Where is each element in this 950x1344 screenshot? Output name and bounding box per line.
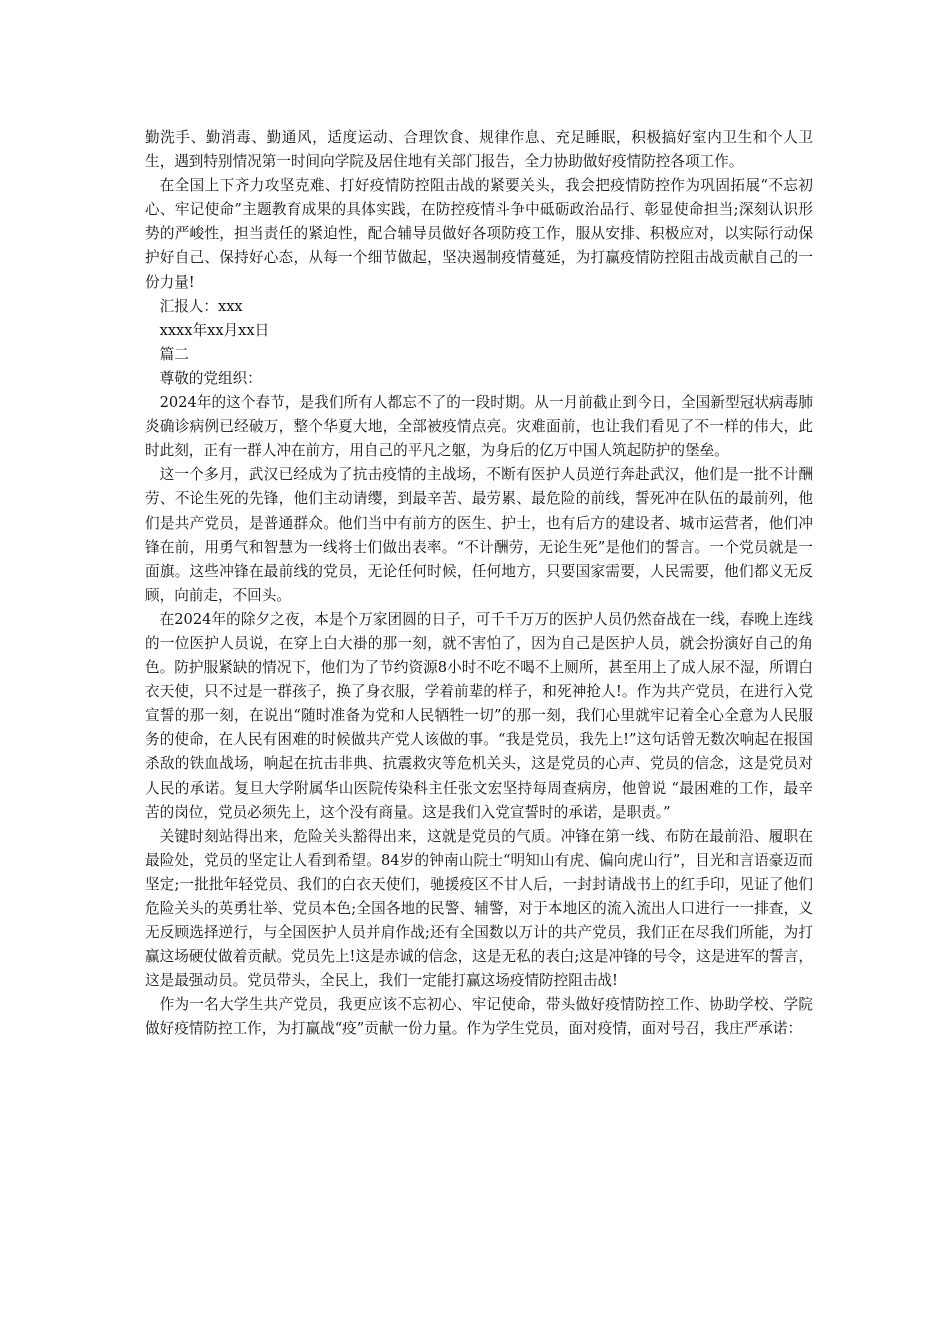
paragraph-commitment: 在全国上下齐力攻坚克难、打好疫情防控阻击战的紧要关头，我会把疫情防控作为巩固拓展“不忘初心、牢记使命”主题教育成果的具体实践，在防控疫情斗争中砥砺政治品行、彰显使命担当;深刻认识形势的严峻性，担当责任的紧迫性，配合辅导员做好各项防疫工作，服从安排、积极应对，以实际行动保护好自己、保持好心态，从每一个细节做起，坚决遏制疫情蔓延，为打赢疫情防控阻击战贡献自己的一份力量! xyxy=(145,177,813,291)
paragraph-new-year-eve: 在2024年的除夕之夜，本是个万家团圆的日子，可千千万万的医护人员仍然奋战在一线，春晚上连线的一位医护人员说，在穿上白大褂的那一刻，就不害怕了，因为自己是医护人员，就会扮演好自己的角色。防护服紧缺的情况下，他们为了节约资源8小时不吃不喝不上厕所，甚至用上了成人尿不湿，所谓白衣天使，只不过是一群孩子，换了身衣服，学着前辈的样子，和死神抢人!。作为共产党员，在进行入党宣誓的那一刻，在说出“随时准备为党和人民牺牲一切”的那一刻，我们心里就牢记着全心全意为人民服务的使命，在人民有困难的时候做共产党人该做的事。“我是党员，我先上!”这句话曾无数次响起在报国杀敌的铁血战场，响起在抗击非典、抗震救灾等危机关头，这是党员的心声、党员的信念，这是党员对人民的承诺。复旦大学附属华山医院传染科主任张文宏坚持每周查病房，他曾说 “最困难的工作，最辛苦的岗位，党员必须先上，这个没有商量。这是我们入党宣誓时的承诺，是职责。” xyxy=(145,610,813,821)
paragraph-wuhan: 这一个多月，武汉已经成为了抗击疫情的主战场，不断有医护人员逆行奔赴武汉，他们是一批不计酬劳、不论生死的先锋，他们主动请缨，到最辛苦、最劳累、最危险的前线，誓死冲在队伍的最前列，他们是共产党员，是普通群众。他们当中有前方的医生、护士，也有后方的建设者、城市运营者，他们冲锋在前，用勇气和智慧为一线将士们做出表率。“不计酬劳，无论生死”是他们的誓言。一个党员就是一面旗。这些冲锋在最前线的党员，无论任何时候，任何地方，只要国家需要，人民需要，他们都义无反顾，向前走，不回头。 xyxy=(145,466,813,604)
paragraph-key-moment: 关键时刻站得出来，危险关头豁得出来，这就是党员的气质。冲锋在第一线、布防在最前沿、履职在最险处，党员的坚定让人看到希望。84岁的钟南山院士“明知山有虎、偏向虎山行”，目光和言语豪迈而坚定;一批批年轻党员、我们的白衣天使们，驰援疫区不甘人后，一封封请战书上的红手印，见证了他们危险关头的英勇壮举、党员本色;全国各地的民警、辅警，对于本地区的流入流出人口进行一一排查，义无反顾选择逆行，与全国医护人员并肩作战;还有全国数以万计的共产党员，我们正在尽我们所能，为打赢这场硬仗做着贡献。党员先上!这是赤诚的信念，这是无私的表白;这是冲锋的号令，这是进军的誓言，这是最强动员。党员带头，全民上，我们一定能打赢这场疫情防控阻击战! xyxy=(145,827,813,990)
paragraph-hygiene-continuation: 勤洗手、勤消毒、勤通风，适度运动、合理饮食、规律作息、充足睡眠，积极搞好室内卫生和个人卫生，遇到特别情况第一时间向学院及居住地有关部门报告，全力协助做好疫情防控各项工作。 xyxy=(145,129,813,171)
reporter-line: 汇报人：xxx xyxy=(159,297,243,315)
paragraph-student-pledge: 作为一名大学生共产党员，我更应该不忘初心、牢记使命，带头做好疫情防控工作、协助学校、学院做好疫情防控工作，为打赢战“疫”贡献一份力量。作为学生党员，面对疫情，面对号召，我庄严承诺： xyxy=(145,996,813,1038)
date-line: xxxx年xx月xx日 xyxy=(159,321,270,339)
paragraph-spring-festival: 2024年的这个春节，是我们所有人都忘不了的一段时期。从一月前截止到今日，全国新型冠状病毒肺炎确诊病例已经破万，整个华夏大地，全部被疫情点亮。灾难面前，也让我们看见了不一样的伟大，此时此刻，正有一群人冲在前方，用自己的平凡之躯，为身后的亿万中国人筑起防护的堡垒。 xyxy=(145,394,813,460)
section-heading: 篇二 xyxy=(159,345,189,363)
salutation: 尊敬的党组织： xyxy=(159,369,262,387)
document-body xyxy=(145,126,813,1042)
